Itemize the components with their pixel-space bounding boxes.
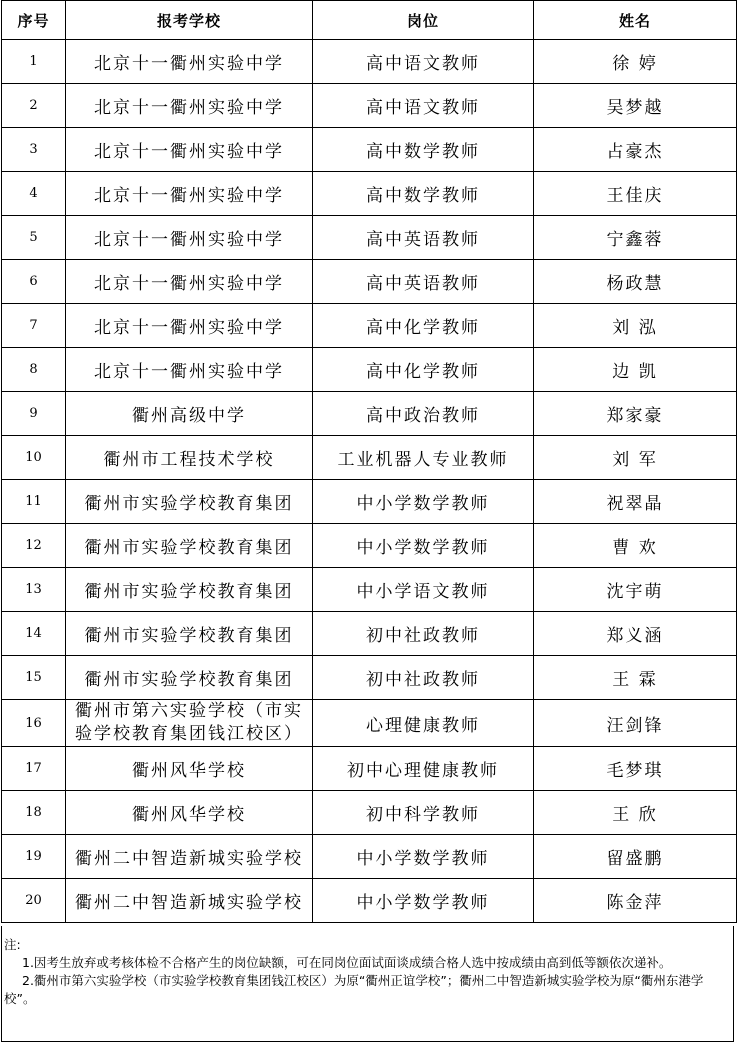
cell-no: 5 xyxy=(2,216,66,260)
cell-no: 10 xyxy=(2,436,66,480)
table-row xyxy=(2,656,737,700)
cell-position: 高中政治教师 xyxy=(313,392,534,436)
cell-position: 工业机器人专业教师 xyxy=(313,436,534,480)
cell-school: 衢州风华学校 xyxy=(66,747,313,791)
cell-position: 高中语文教师 xyxy=(313,40,534,84)
cell-school: 北京十一衢州实验中学 xyxy=(66,84,313,128)
cell-position: 初中社政教师 xyxy=(313,612,534,656)
cell-school: 衢州市第六实验学校（市实验学校教育集团钱江校区） xyxy=(66,700,313,747)
table-row xyxy=(2,835,737,879)
cell-position: 中小学数学教师 xyxy=(313,524,534,568)
cell-name: 郑义涵 xyxy=(534,612,737,656)
table-row xyxy=(2,128,737,172)
cell-school: 北京十一衢州实验中学 xyxy=(66,172,313,216)
cell-position: 高中语文教师 xyxy=(313,84,534,128)
cell-name: 汪剑锋 xyxy=(534,700,737,747)
cell-school: 衢州市实验学校教育集团 xyxy=(66,524,313,568)
cell-name: 毛梦琪 xyxy=(534,747,737,791)
cell-position: 初中科学教师 xyxy=(313,791,534,835)
cell-position: 初中心理健康教师 xyxy=(313,747,534,791)
cell-school: 衢州高级中学 xyxy=(66,392,313,436)
cell-position: 高中化学教师 xyxy=(313,348,534,392)
cell-school: 衢州二中智造新城实验学校 xyxy=(66,835,313,879)
cell-school: 衢州市实验学校教育集团 xyxy=(66,568,313,612)
notes-title: 注: xyxy=(4,937,21,952)
header-name: 姓名 xyxy=(534,1,737,40)
cell-school: 北京十一衢州实验中学 xyxy=(66,348,313,392)
table-row xyxy=(2,392,737,436)
cell-name: 陈金萍 xyxy=(534,879,737,923)
table-row xyxy=(2,524,737,568)
cell-school: 北京十一衢州实验中学 xyxy=(66,128,313,172)
header-no: 序号 xyxy=(2,1,66,40)
table-row xyxy=(2,216,737,260)
cell-school: 北京十一衢州实验中学 xyxy=(66,216,313,260)
cell-school: 衢州市实验学校教育集团 xyxy=(66,656,313,700)
cell-name: 王 欣 xyxy=(534,791,737,835)
table-row xyxy=(2,84,737,128)
cell-no: 8 xyxy=(2,348,66,392)
cell-name: 刘 泓 xyxy=(534,304,737,348)
cell-position: 高中英语教师 xyxy=(313,216,534,260)
cell-school: 衢州市实验学校教育集团 xyxy=(66,612,313,656)
cell-no: 16 xyxy=(2,700,66,747)
cell-position: 心理健康教师 xyxy=(313,700,534,747)
cell-no: 17 xyxy=(2,747,66,791)
table-header xyxy=(2,1,737,40)
cell-position: 初中社政教师 xyxy=(313,656,534,700)
table-row xyxy=(2,791,737,835)
cell-name: 宁鑫蓉 xyxy=(534,216,737,260)
cell-school: 衢州风华学校 xyxy=(66,791,313,835)
cell-position: 中小学数学教师 xyxy=(313,835,534,879)
cell-name: 王 霖 xyxy=(534,656,737,700)
cell-school: 衢州二中智造新城实验学校 xyxy=(66,879,313,923)
cell-name: 刘 军 xyxy=(534,436,737,480)
table-row xyxy=(2,747,737,791)
table-row xyxy=(2,568,737,612)
cell-name: 王佳庆 xyxy=(534,172,737,216)
cell-school: 北京十一衢州实验中学 xyxy=(66,304,313,348)
cell-no: 9 xyxy=(2,392,66,436)
cell-no: 7 xyxy=(2,304,66,348)
cell-position: 高中化学教师 xyxy=(313,304,534,348)
cell-no: 14 xyxy=(2,612,66,656)
cell-no: 13 xyxy=(2,568,66,612)
candidate-table xyxy=(1,0,737,923)
table-body xyxy=(2,40,737,923)
table-row xyxy=(2,612,737,656)
cell-name: 杨政慧 xyxy=(534,260,737,304)
cell-position: 中小学数学教师 xyxy=(313,480,534,524)
cell-name: 祝翠晶 xyxy=(534,480,737,524)
cell-no: 3 xyxy=(2,128,66,172)
cell-position: 中小学语文教师 xyxy=(313,568,534,612)
header-position: 岗位 xyxy=(313,1,534,40)
table-row xyxy=(2,40,737,84)
table-row xyxy=(2,304,737,348)
cell-name: 郑家豪 xyxy=(534,392,737,436)
cell-school: 衢州市实验学校教育集团 xyxy=(66,480,313,524)
table-row xyxy=(2,348,737,392)
cell-name: 留盛鹏 xyxy=(534,835,737,879)
header-school: 报考学校 xyxy=(66,1,313,40)
table-row xyxy=(2,436,737,480)
cell-no: 19 xyxy=(2,835,66,879)
cell-name: 吴梦越 xyxy=(534,84,737,128)
cell-no: 11 xyxy=(2,480,66,524)
table-row xyxy=(2,172,737,216)
cell-position: 中小学数学教师 xyxy=(313,879,534,923)
cell-no: 18 xyxy=(2,791,66,835)
cell-position: 高中数学教师 xyxy=(313,172,534,216)
cell-no: 20 xyxy=(2,879,66,923)
table-row xyxy=(2,260,737,304)
cell-no: 12 xyxy=(2,524,66,568)
note-line-1: 1.因考生放弃或考核体检不合格产生的岗位缺额，可在同岗位面试面谈成绩合格人选中按成绩由高到低等额依次递补。 xyxy=(22,955,672,970)
table-row xyxy=(2,480,737,524)
cell-name: 徐 婷 xyxy=(534,40,737,84)
cell-name: 曹 欢 xyxy=(534,524,737,568)
table-row xyxy=(2,700,737,747)
note-line-2: 2.衢州市第六实验学校（市实验学校教育集团钱江校区）为原“衢州正谊学校”；衢州二中智造新城实验学校为原“衢州东港学校”。 xyxy=(4,973,704,1006)
cell-name: 边 凯 xyxy=(534,348,737,392)
cell-position: 高中数学教师 xyxy=(313,128,534,172)
table-row xyxy=(2,879,737,923)
cell-school: 北京十一衢州实验中学 xyxy=(66,260,313,304)
cell-name: 占豪杰 xyxy=(534,128,737,172)
header-row xyxy=(2,1,737,40)
cell-no: 2 xyxy=(2,84,66,128)
cell-no: 6 xyxy=(2,260,66,304)
cell-name: 沈宇萌 xyxy=(534,568,737,612)
cell-school: 北京十一衢州实验中学 xyxy=(66,40,313,84)
cell-no: 1 xyxy=(2,40,66,84)
cell-no: 4 xyxy=(2,172,66,216)
cell-school: 衢州市工程技术学校 xyxy=(66,436,313,480)
cell-position: 高中英语教师 xyxy=(313,260,534,304)
notes-section xyxy=(1,926,734,1042)
cell-no: 15 xyxy=(2,656,66,700)
